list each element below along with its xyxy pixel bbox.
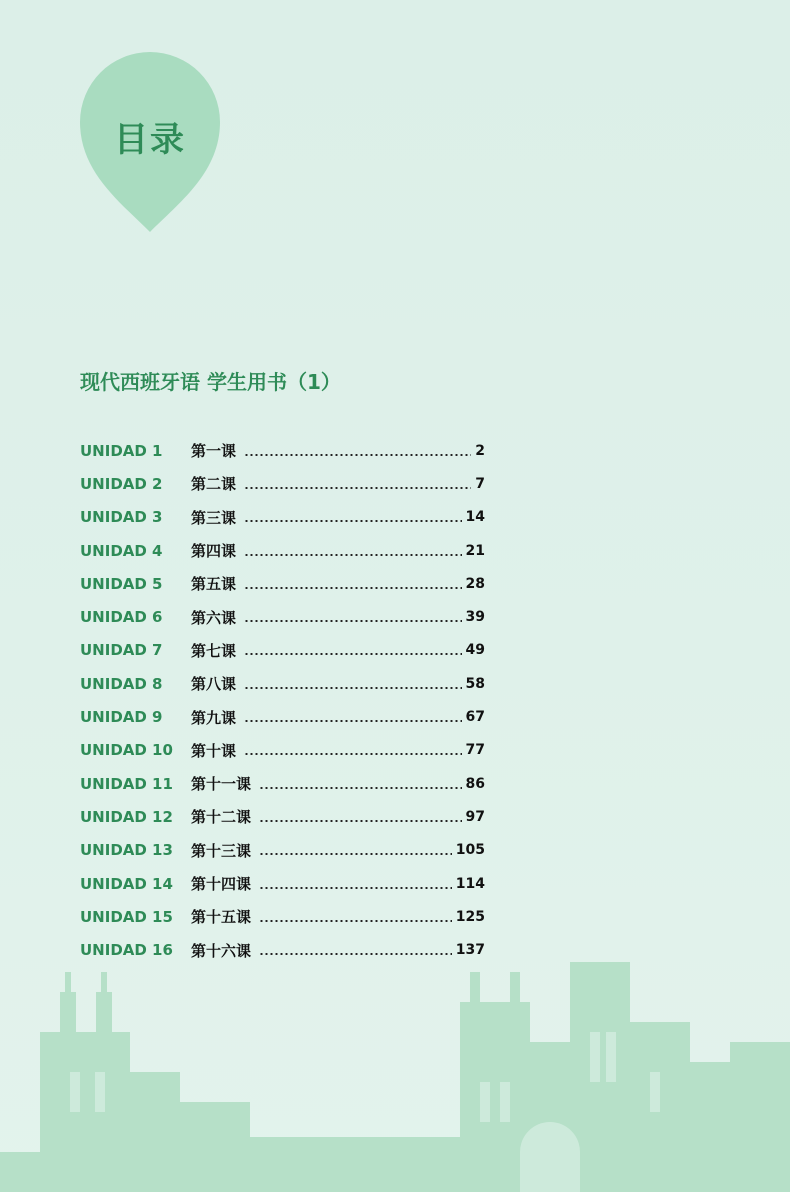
toc-leader-dots xyxy=(244,653,462,655)
toc-lesson-title: 第十六课 xyxy=(191,941,252,960)
toc-unit-label: UNIDAD 4 xyxy=(80,541,163,560)
toc-lesson-title: 第三课 xyxy=(191,508,237,527)
toc-row xyxy=(80,867,485,900)
toc-unit-label: UNIDAD 9 xyxy=(80,708,163,727)
toc-lesson-title: 第七课 xyxy=(191,641,237,660)
toc-lesson-title: 第二课 xyxy=(191,475,237,494)
toc-lesson-title: 第十二课 xyxy=(191,808,252,827)
toc-unit-label: UNIDAD 8 xyxy=(80,674,163,693)
toc-row xyxy=(80,434,485,467)
toc-lesson-title: 第十三课 xyxy=(191,841,252,860)
toc-row xyxy=(80,534,485,567)
toc-page-number: 137 xyxy=(455,942,485,959)
toc-page-number: 67 xyxy=(465,709,485,726)
toc-page-number: 14 xyxy=(465,509,485,526)
toc-row xyxy=(80,700,485,733)
toc-row xyxy=(80,567,485,600)
toc-unit-label: UNIDAD 13 xyxy=(80,841,173,860)
toc-leader-dots xyxy=(244,687,462,689)
toc-unit-label: UNIDAD 1 xyxy=(80,441,163,460)
toc-page-number: 86 xyxy=(465,775,485,792)
toc-page-number: 114 xyxy=(455,875,485,892)
toc-leader-dots xyxy=(244,720,462,722)
city-skyline-illustration xyxy=(0,962,790,1192)
toc-row xyxy=(80,600,485,633)
page-title: 目录 xyxy=(114,120,186,160)
toc-lesson-title: 第一课 xyxy=(191,442,237,461)
toc-unit-label: UNIDAD 11 xyxy=(80,774,173,793)
toc-unit-label: UNIDAD 14 xyxy=(80,874,173,893)
toc-row xyxy=(80,767,485,800)
toc-page-number: 7 xyxy=(475,475,485,492)
book-title: 现代西班牙语 学生用书（1） xyxy=(80,370,341,394)
toc-leader-dots xyxy=(244,454,471,456)
toc-unit-label: UNIDAD 15 xyxy=(80,907,173,926)
toc-leader-dots xyxy=(244,587,462,589)
toc-row xyxy=(80,734,485,767)
toc-row xyxy=(80,667,485,700)
toc-unit-label: UNIDAD 16 xyxy=(80,941,173,960)
toc-leader-dots xyxy=(259,887,452,889)
toc-leader-dots xyxy=(244,520,462,522)
toc-unit-label: UNIDAD 10 xyxy=(80,741,173,760)
toc-row xyxy=(80,634,485,667)
toc-leader-dots xyxy=(259,820,462,822)
toc-unit-label: UNIDAD 2 xyxy=(80,474,163,493)
toc-page-number: 21 xyxy=(465,542,485,559)
toc-page-number: 77 xyxy=(465,742,485,759)
toc-row xyxy=(80,834,485,867)
toc-row xyxy=(80,467,485,500)
toc-page-number: 28 xyxy=(465,575,485,592)
toc-leader-dots xyxy=(244,487,471,489)
toc-lesson-title: 第九课 xyxy=(191,708,237,727)
toc-unit-label: UNIDAD 5 xyxy=(80,574,163,593)
toc-unit-label: UNIDAD 12 xyxy=(80,807,173,826)
toc-page-number: 2 xyxy=(475,442,485,459)
toc-row xyxy=(80,900,485,933)
toc-badge xyxy=(80,52,220,232)
toc-unit-label: UNIDAD 6 xyxy=(80,608,163,627)
toc-lesson-title: 第十五课 xyxy=(191,908,252,927)
toc-leader-dots xyxy=(244,620,462,622)
toc-page-number: 97 xyxy=(465,808,485,825)
toc-lesson-title: 第十四课 xyxy=(191,875,252,893)
toc-lesson-title: 第五课 xyxy=(191,575,237,594)
toc-leader-dots xyxy=(259,853,452,855)
toc-row xyxy=(80,501,485,534)
toc-page-number: 105 xyxy=(455,842,485,859)
toc-unit-label: UNIDAD 3 xyxy=(80,508,163,527)
toc-page-number: 49 xyxy=(465,642,485,659)
table-of-contents xyxy=(80,434,485,967)
toc-lesson-title: 第四课 xyxy=(191,542,237,561)
toc-leader-dots xyxy=(259,953,452,955)
toc-leader-dots xyxy=(244,554,462,556)
toc-page-number: 58 xyxy=(465,675,485,692)
toc-leader-dots xyxy=(259,787,462,789)
toc-leader-dots xyxy=(244,753,462,755)
toc-lesson-title: 第十一课 xyxy=(191,775,252,794)
toc-unit-label: UNIDAD 7 xyxy=(80,641,163,660)
toc-lesson-title: 第八课 xyxy=(191,675,237,694)
toc-page-number: 125 xyxy=(455,908,485,925)
toc-page-number: 39 xyxy=(465,609,485,626)
toc-lesson-title: 第十课 xyxy=(191,741,237,760)
toc-row xyxy=(80,800,485,833)
toc-lesson-title: 第六课 xyxy=(191,608,237,627)
toc-leader-dots xyxy=(259,920,452,922)
